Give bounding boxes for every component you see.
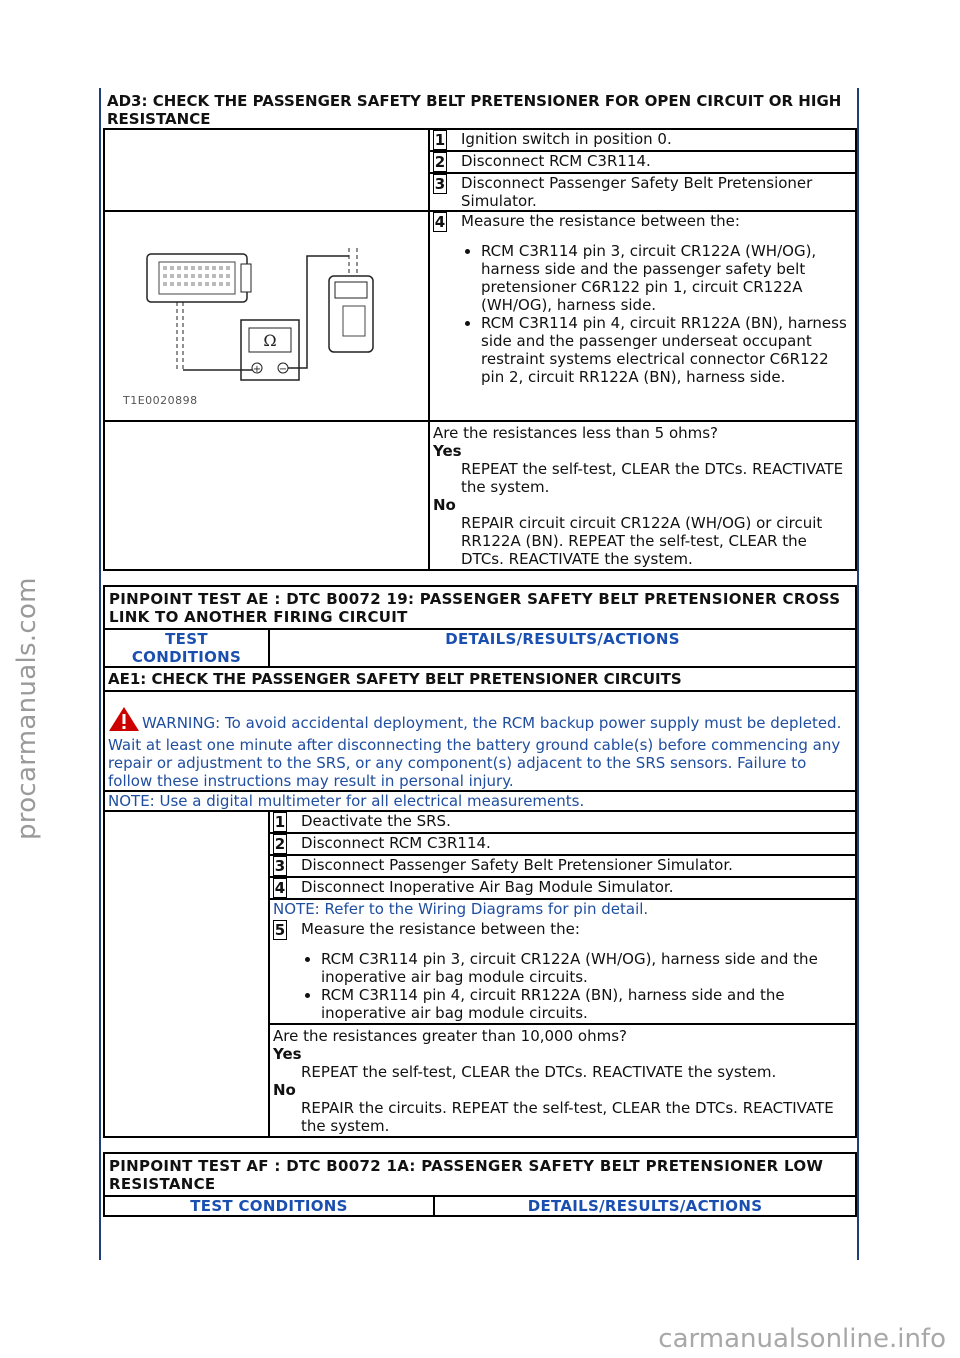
ae-no-text: REPAIR the circuits. REPEAT the self-test, CLEAR the DTCs. REACTIVATE the system. bbox=[301, 1099, 834, 1135]
ad3-title: AD3: CHECK THE PASSENGER SAFETY BELT PRETENSIONER FOR OPEN CIRCUIT OR HIGH RESISTANCE bbox=[104, 88, 856, 129]
ae-step-4 bbox=[269, 877, 856, 899]
ae-step-3 bbox=[269, 855, 856, 877]
ae-warning-cell bbox=[104, 691, 856, 791]
ad3-no-label: No bbox=[433, 496, 456, 514]
step-number: 4 bbox=[274, 879, 286, 897]
ad3-measure-list bbox=[433, 242, 852, 386]
step-number: 3 bbox=[274, 857, 286, 875]
af-col-header-conditions: TEST CONDITIONS bbox=[104, 1196, 434, 1216]
ad3-step-3 bbox=[429, 173, 856, 211]
ae-step-1 bbox=[269, 811, 856, 833]
step-number: 1 bbox=[274, 813, 286, 831]
figure-code: T1E0020898 bbox=[123, 394, 198, 407]
step-text: Disconnect Inoperative Air Bag Module Simulator. bbox=[301, 878, 674, 896]
svg-text:+: + bbox=[252, 364, 262, 375]
document-page bbox=[103, 88, 855, 1217]
ae-step-2 bbox=[269, 833, 856, 855]
ae-empty-cell bbox=[104, 811, 269, 1137]
ad3-step-1 bbox=[429, 129, 856, 151]
af-col-header-details: DETAILS/RESULTS/ACTIONS bbox=[434, 1196, 856, 1216]
step-number: 2 bbox=[434, 153, 446, 171]
step-text: Disconnect Passenger Safety Belt Pretensioner Simulator. bbox=[301, 856, 733, 874]
ae-col-header-conditions: TEST CONDITIONS bbox=[104, 629, 269, 667]
ad3-figure-cell bbox=[104, 211, 429, 421]
right-frame-line bbox=[857, 88, 859, 1260]
ad3-empty-cell-1 bbox=[104, 129, 429, 211]
step-text: Ignition switch in position 0. bbox=[461, 130, 672, 148]
bottom-watermark: carmanualsonline.info bbox=[658, 1324, 946, 1354]
left-frame-line bbox=[99, 88, 101, 1260]
list-item: • RCM C3R114 pin 4, circuit RR122A (BN), harness side and the passenger underseat occupant restraint systems electrical connector C6R122 pin 2, circuit RR122A (BN), harness side. bbox=[481, 314, 852, 386]
list-item: • RCM C3R114 pin 3, circuit CR122A (WH/OG), harness side and the passenger safety belt pretensioner C6R122 pin 1, circuit CR122A (WH/OG), harness side. bbox=[481, 242, 852, 314]
ad3-empty-cell-2 bbox=[104, 421, 429, 570]
af-title: PINPOINT TEST AF : DTC B0072 1A: PASSENGER SAFETY BELT PRETENSIONER LOW RESISTANCE bbox=[104, 1153, 856, 1196]
step-text: Disconnect RCM C3R114. bbox=[461, 152, 651, 170]
ae-table bbox=[103, 585, 857, 1138]
wiring-test-diagram bbox=[107, 216, 427, 416]
svg-text:−: − bbox=[278, 364, 288, 375]
multimeter-drawing bbox=[241, 320, 299, 380]
ad3-yes-text: REPEAT the self-test, CLEAR the DTCs. REACTIVATE the system. bbox=[461, 460, 844, 496]
ad3-no-text: REPAIR circuit circuit CR122A (WH/OG) or circuit RR122A (BN). REPEAT the self-test, CLEAR the DTCs. REACTIVATE the system. bbox=[461, 514, 823, 568]
ad3-step-2 bbox=[429, 151, 856, 173]
ae1-title: AE1: CHECK THE PASSENGER SAFETY BELT PRETENSIONER CIRCUITS bbox=[104, 667, 856, 691]
step-number: 3 bbox=[434, 175, 446, 193]
ae-step-5-cell bbox=[269, 899, 856, 1024]
ae-col-header-details: DETAILS/RESULTS/ACTIONS bbox=[269, 629, 856, 667]
step-text: Measure the resistance between the: bbox=[461, 212, 740, 230]
ad3-result-cell bbox=[429, 421, 856, 570]
rcm-connector-drawing bbox=[147, 254, 251, 370]
ae-measure-list bbox=[273, 950, 852, 1022]
step-number: 1 bbox=[434, 131, 446, 149]
side-watermark-text: procarmanuals.com bbox=[12, 577, 42, 840]
svg-text:Ω: Ω bbox=[263, 331, 277, 350]
step-number: 4 bbox=[434, 213, 446, 231]
step-number: 2 bbox=[274, 835, 286, 853]
ae-no-label: No bbox=[273, 1081, 296, 1099]
ae-yes-text: REPEAT the self-test, CLEAR the DTCs. REACTIVATE the system. bbox=[301, 1063, 777, 1081]
ae-yes-label: Yes bbox=[273, 1045, 302, 1063]
side-watermark bbox=[4, 460, 44, 840]
list-item: • RCM C3R114 pin 3, circuit CR122A (WH/OG), harness side and the inoperative air bag module circuits. bbox=[321, 950, 852, 986]
ae-note-wiring: NOTE: Refer to the Wiring Diagrams for pin detail. bbox=[273, 900, 649, 918]
ae-title: PINPOINT TEST AE : DTC B0072 19: PASSENGER SAFETY BELT PRETENSIONER CROSS LINK TO ANOTHER FIRING CIRCUIT bbox=[104, 586, 856, 629]
pretensioner-connector-drawing bbox=[329, 248, 373, 352]
ae-result-cell bbox=[269, 1024, 856, 1137]
step-number: 5 bbox=[274, 921, 286, 939]
ad3-step-4 bbox=[429, 211, 856, 421]
step-text: Disconnect RCM C3R114. bbox=[301, 834, 491, 852]
ae-note-multimeter: NOTE: Use a digital multimeter for all electrical measurements. bbox=[104, 791, 856, 811]
af-table bbox=[103, 1152, 857, 1217]
ad3-yes-label: Yes bbox=[433, 442, 462, 460]
step-text: Disconnect Passenger Safety Belt Pretensioner Simulator. bbox=[461, 174, 813, 210]
ae-question: Are the resistances greater than 10,000 ohms? bbox=[273, 1027, 627, 1045]
warning-triangle-icon bbox=[108, 706, 140, 736]
step-text: Deactivate the SRS. bbox=[301, 812, 451, 830]
ad3-question: Are the resistances less than 5 ohms? bbox=[433, 424, 719, 442]
list-item: • RCM C3R114 pin 4, circuit RR122A (BN), harness side and the inoperative air bag module circuits. bbox=[321, 986, 852, 1022]
ad3-table bbox=[103, 88, 857, 571]
ae-warning-text: WARNING: To avoid accidental deployment, the RCM backup power supply must be depleted. Wait at least one minute after disconnecting the battery ground cable(s) before commencing any repair or adjustment to the SRS, or any component(s) adjacent to the SRS sensors. Failure to follow these instructions may result in personal injury. bbox=[108, 714, 842, 790]
step-text: Measure the resistance between the: bbox=[301, 920, 580, 938]
